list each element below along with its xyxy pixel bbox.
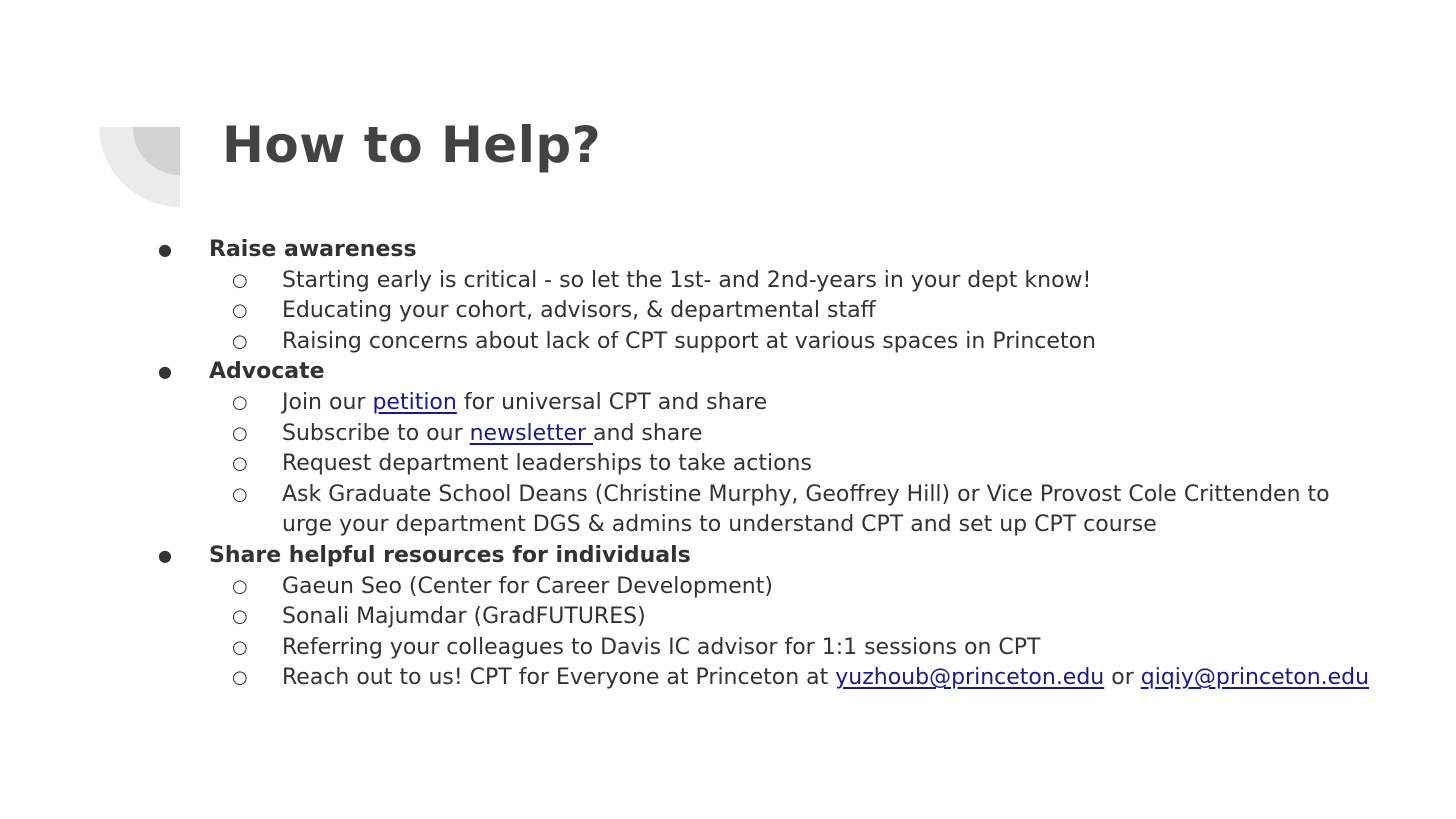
bullet-circle-icon: ○: [232, 667, 248, 689]
list-item: [158, 663, 1428, 694]
slide-title: How to Help?: [222, 116, 602, 174]
list-item: [158, 602, 1428, 633]
list-item-text: Gaeun Seo (Center for Career Development): [282, 573, 773, 599]
list-item-text: Starting early is critical - so let the 1st- and 2nd-years in your dept know!: [282, 267, 1092, 293]
bullet-circle-icon: ○: [232, 636, 248, 658]
list-item-text: for universal CPT and share: [456, 389, 768, 415]
list-item-text: Sonali Majumdar (GradFUTURES): [282, 604, 646, 630]
list-item-text: Raising concerns about lack of CPT support at various spaces in Princeton: [282, 328, 1096, 354]
bullet-circle-icon: ○: [232, 483, 248, 505]
list-item: [158, 480, 1428, 541]
list-item-text: Join our: [282, 389, 373, 415]
bullet-circle-icon: ○: [232, 330, 248, 352]
bullet-circle-icon: ○: [232, 575, 248, 597]
list-item: [158, 327, 1428, 358]
bullet-circle-icon: ○: [232, 269, 248, 291]
section-heading-label: Share helpful resources for individuals: [209, 542, 691, 568]
bullet-dot-icon: ●: [158, 240, 172, 259]
section-heading-raise-awareness: [158, 235, 1428, 266]
bullet-list: [158, 235, 1428, 694]
bullet-circle-icon: ○: [232, 453, 248, 475]
list-item: [158, 449, 1428, 480]
list-item: [158, 633, 1428, 664]
bullet-circle-icon: ○: [232, 391, 248, 413]
list-item-text: Subscribe to our: [282, 420, 470, 446]
list-item-text: Reach out to us! CPT for Everyone at Princeton at: [282, 665, 836, 691]
list-item-text: Ask Graduate School Deans (Christine Murphy, Geoffrey Hill) or Vice Provost Cole Crittenden to: [282, 481, 1330, 507]
list-item: [158, 419, 1428, 450]
list-item: [158, 266, 1428, 297]
section-heading-share-resources: [158, 541, 1428, 572]
petition-link[interactable]: petition: [372, 389, 457, 415]
section-heading-advocate: [158, 357, 1428, 388]
email-link-yuzhoub[interactable]: yuzhoub@princeton.edu: [835, 665, 1105, 691]
list-item-text-continued: urge your department DGS & admins to understand CPT and set up CPT course: [282, 512, 1157, 538]
list-item: [158, 572, 1428, 603]
list-item: [158, 388, 1428, 419]
newsletter-link[interactable]: newsletter: [469, 420, 594, 446]
bullet-circle-icon: ○: [232, 300, 248, 322]
decorative-quarter-circles: [0, 0, 200, 220]
section-heading-label: Raise awareness: [209, 237, 417, 262]
bullet-dot-icon: ●: [158, 362, 172, 382]
bullet-circle-icon: ○: [232, 422, 248, 444]
bullet-circle-icon: ○: [232, 606, 248, 628]
list-item-text: Educating your cohort, advisors, & departmental staff: [282, 298, 876, 324]
list-item: [158, 296, 1428, 327]
list-item-text: Request department leaderships to take actions: [282, 451, 812, 477]
list-item-text: or: [1104, 665, 1141, 691]
email-link-qiqiy[interactable]: qiqiy@princeton.edu: [1140, 665, 1370, 691]
list-item-text: and share: [593, 420, 703, 446]
list-item-text: Referring your colleagues to Davis IC advisor for 1:1 sessions on CPT: [282, 634, 1041, 660]
section-heading-label: Advocate: [209, 359, 325, 385]
bullet-dot-icon: ●: [158, 545, 172, 565]
